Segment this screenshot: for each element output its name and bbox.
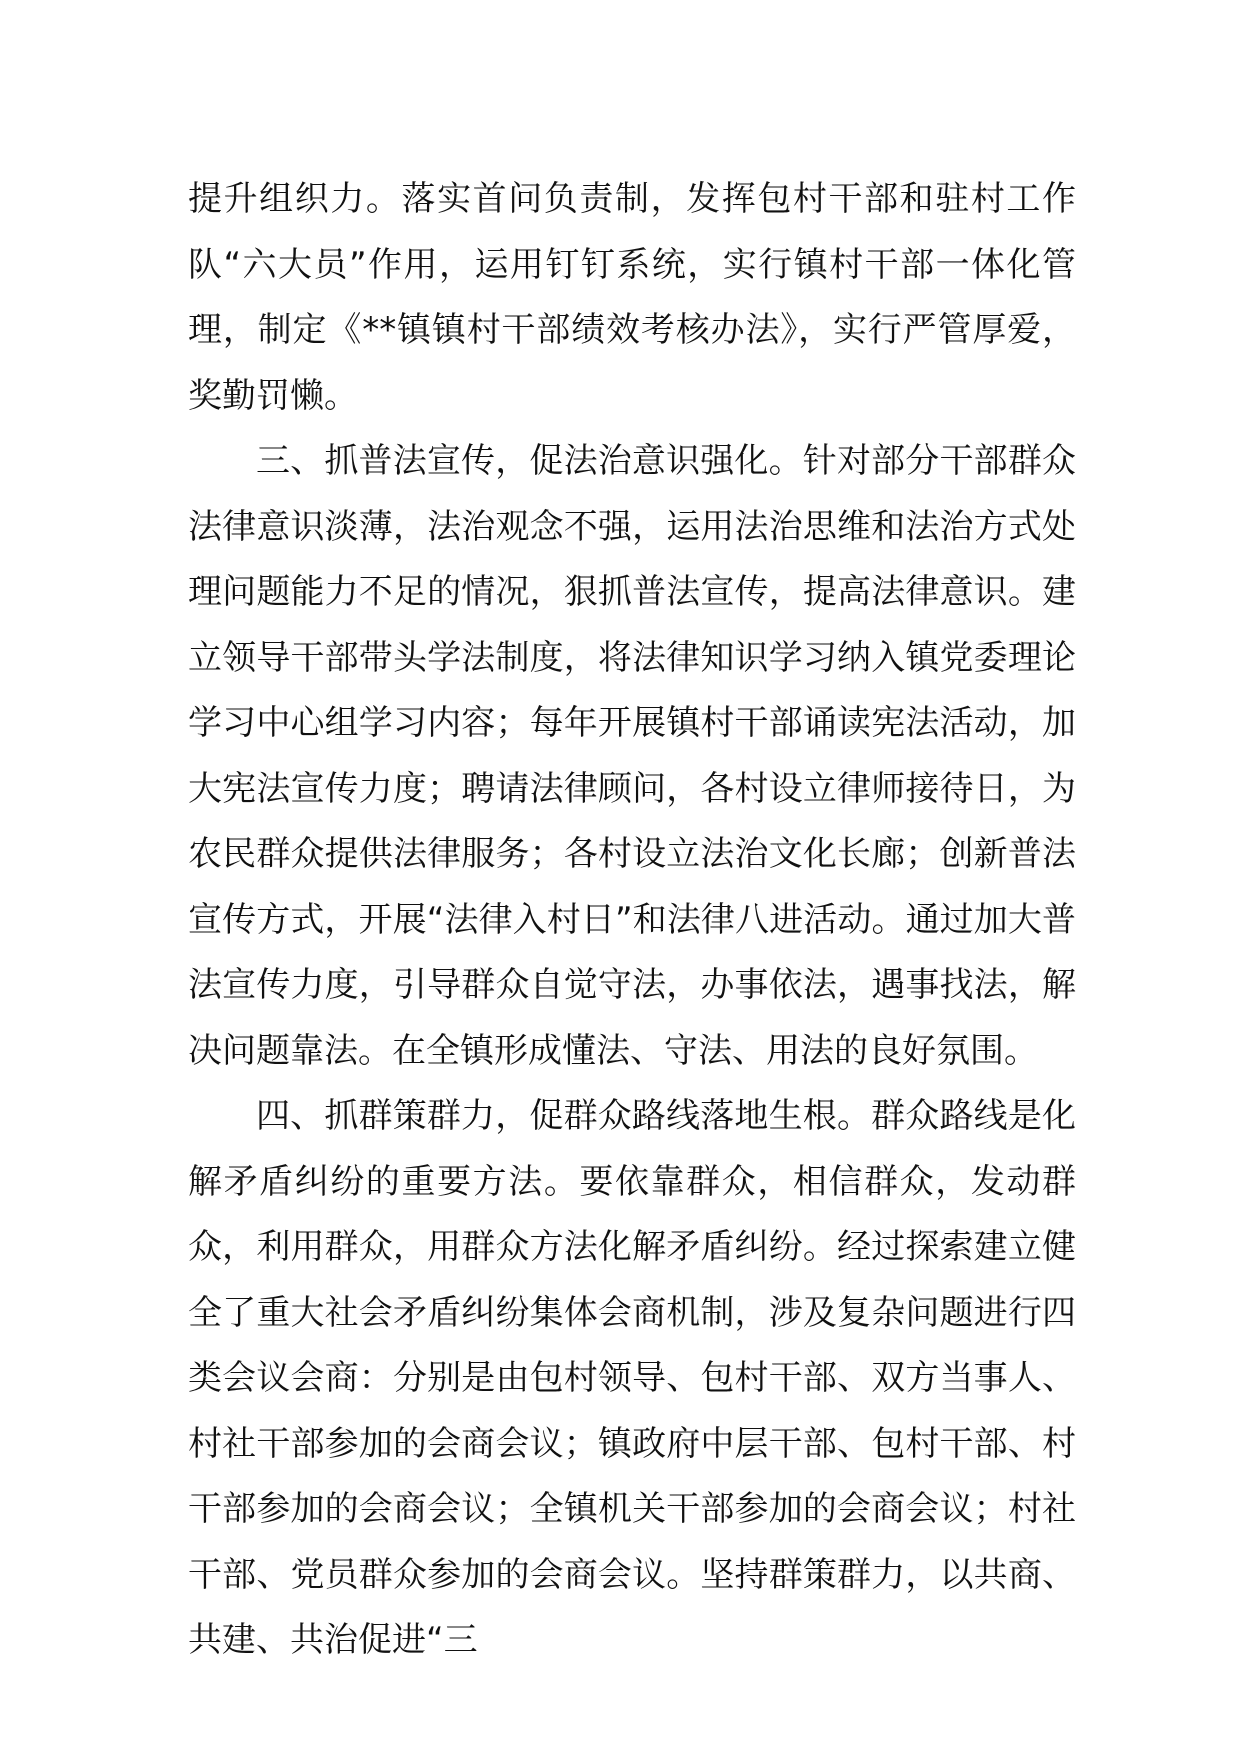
paragraph-1: 提升组织力。落实首问负责制，发挥包村干部和驻村工作队“六大员”作用，运用钉钉系统，实行镇村干部一体化管理，制定《**镇镇村干部绩效考核办法》，实行严管厚爱，奖勤罚懒。	[188, 179, 1076, 416]
document-page	[188, 167, 1076, 1674]
paragraph-3: 四、抓群策群力，促群众路线落地生根。群众路线是化解矛盾纠纷的重要方法。要依靠群众，相信群众，发动群众，利用群众，用群众方法化解矛盾纠纷。经过探索建立健全了重大社会矛盾纠纷集体会商机制，涉及复杂问题进行四类会议会商：分别是由包村领导、包村干部、双方当事人、村社干部参加的会商会议；镇政府中层干部、包村干部、村干部参加的会商会议；全镇机关干部参加的会商会议；村社干部、党员群众参加的会商会议。坚持群策群力，以共商、共建、共治促进“三	[188, 1096, 1076, 1660]
paragraph-2: 三、抓普法宣传，促法治意识强化。针对部分干部群众法律意识淡薄，法治观念不强，运用法治思维和法治方式处理问题能力不足的情况，狠抓普法宣传，提高法律意识。建立领导干部带头学法制度，将法律知识学习纳入镇党委理论学习中心组学习内容；每年开展镇村干部诵读宪法活动，加大宪法宣传力度；聘请法律顾问，各村设立律师接待日，为农民群众提供法律服务；各村设立法治文化长廊；创新普法宣传方式，开展“法律入村日”和法律八进活动。通过加大普法宣传力度，引导群众自觉守法，办事依法，遇事找法，解决问题靠法。在全镇形成懂法、守法、用法的良好氛围。	[188, 441, 1076, 1071]
